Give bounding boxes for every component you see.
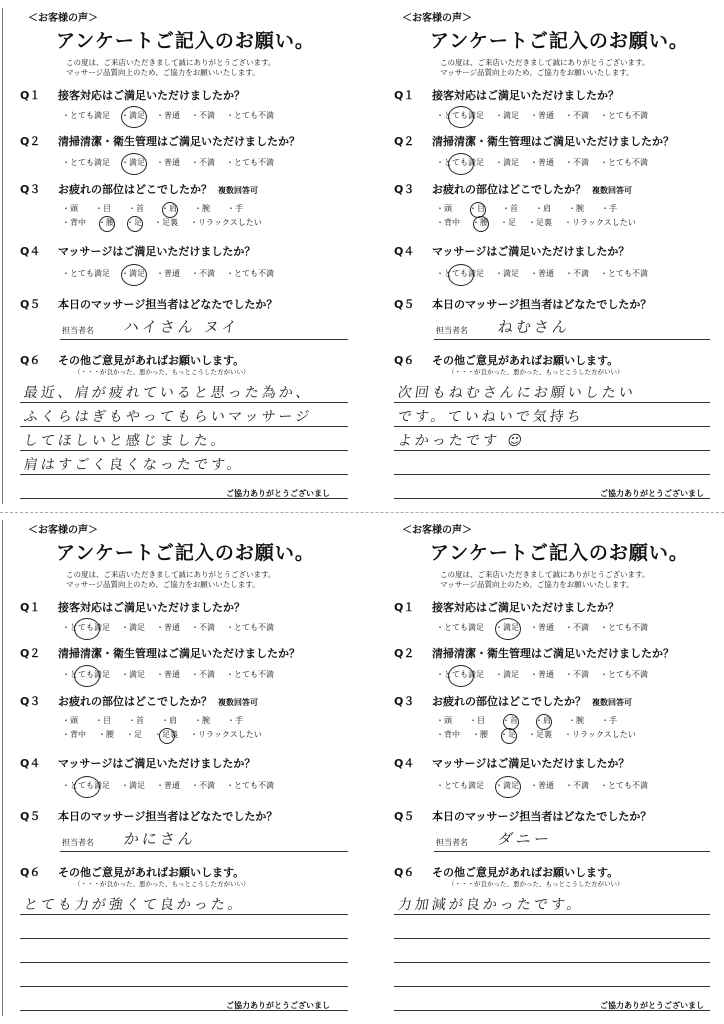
comment-handwritten[interactable]: 肩はすごく良くなったです。 [22,457,245,473]
option-q2-2[interactable]: ・普通 [530,670,554,679]
survey-sheet-3 [0,512,362,1024]
option-q4-0[interactable]: ・とても満足 [62,269,110,278]
q3-options-row1 [62,715,260,726]
option-q1-4[interactable]: ・とても不満 [600,111,648,120]
option-q4-2[interactable]: ・普通 [530,269,554,278]
comment-line [20,426,348,427]
q3-options-row1 [62,203,260,214]
staff-label: 担当者名 [436,838,468,847]
option-q4-4[interactable]: ・とても不満 [226,269,274,278]
option-q1-0[interactable]: ・とても満足 [62,111,110,120]
option-q2-2[interactable]: ・普通 [156,158,180,167]
staff-name-handwritten[interactable]: ねむさん [496,318,572,336]
question-q4: Q４ マッサージはご満足いただけましたか？ [20,757,256,770]
part-option-2[interactable]: ・首 [128,204,144,213]
survey-sheet-4 [362,512,724,1024]
question-q2: Q２ 清掃清潔・衛生管理はご満足いただけましたか？ [20,135,300,148]
q6-hint: （・・・が良かった、悪かった、もっとこうした方がいい） [448,368,624,376]
option-q2-0[interactable]: ・とても満足 [62,158,110,167]
question-q3: Q３ お疲れの部位はどこでしたか？ 複数回答可 [394,695,632,708]
option-q4-1[interactable]: ・満足 [495,780,519,791]
header-label: ＜お客様の声＞ [402,525,472,536]
part-option-8[interactable]: ・足 [500,729,516,740]
part-option-1[interactable]: ・目 [95,204,111,213]
intro-text: この度は、ご来店いただきまして誠にありがとうございます。 マッサージ品質向上のため、ご協力をお願いいたします。 [440,58,650,77]
q2-options [436,669,659,680]
question-q6: Q６ その他ご意見があればお願いします。 [394,354,619,367]
part-option-2[interactable]: ・首 [128,716,144,725]
part-option-2[interactable]: ・首 [502,204,518,213]
thanks-text: ご協力ありがとうございまし [600,1001,704,1010]
q1-options [62,622,285,633]
comment-line [394,914,710,915]
option-q4-3[interactable]: ・不満 [191,269,215,278]
option-q2-4[interactable]: ・とても不満 [226,670,274,679]
q1-options [62,110,285,121]
option-q1-1[interactable]: ・満足 [121,110,145,121]
comment-line [394,402,710,403]
thanks-text: ご協力ありがとうございまし [226,489,330,498]
staff-label: 担当者名 [436,326,468,335]
selected-circle [448,106,474,128]
option-q2-3[interactable]: ・不満 [191,158,215,167]
comment-line [394,938,710,939]
part-option-6[interactable]: ・背中 [62,218,86,227]
part-option-6[interactable]: ・背中 [436,730,460,739]
q3-options-row2 [436,729,648,740]
part-option-8[interactable]: ・足 [500,218,516,227]
option-q4-0[interactable]: ・とても満足 [436,268,484,279]
question-q6: Q６ その他ご意見があればお願いします。 [394,866,619,879]
part-option-5[interactable]: ・手 [601,204,617,213]
comment-handwritten[interactable]: 最近、肩が疲れていると思った為か、 [22,385,314,401]
comment-handwritten[interactable]: とても力が強くて良かった。 [22,897,246,913]
q3-options-row1 [436,203,634,214]
comment-line [394,450,710,451]
q1-options [436,110,659,121]
q4-options [436,268,659,279]
selected-circle [74,665,100,687]
part-option-4[interactable]: ・腕 [194,204,210,213]
option-q1-1[interactable]: ・満足 [121,623,145,632]
staff-name-handwritten[interactable]: かにさん [122,830,198,848]
thanks-text: ご協力ありがとうございまし [600,489,704,498]
option-q4-3[interactable]: ・不満 [565,781,589,790]
staff-line [434,851,710,852]
part-option-0[interactable]: ・頭 [436,204,452,213]
comment-line [20,938,348,939]
header-label: ＜お客様の声＞ [402,13,472,24]
selected-circle [74,618,100,640]
q2-options [62,669,285,680]
selected-circle [121,106,147,128]
part-option-7[interactable]: ・腰 [472,730,488,739]
q1-options [436,622,659,633]
comment-line [394,426,710,427]
option-q4-4[interactable]: ・とても不満 [600,269,648,278]
option-q1-4[interactable]: ・とても不満 [600,623,648,632]
question-q6: Q６ その他ご意見があればお願いします。 [20,354,245,367]
selected-circle [448,665,474,687]
comment-line [394,986,710,987]
q4-options [62,780,285,791]
survey-sheet-2 [362,0,724,512]
option-q4-1[interactable]: ・満足 [121,268,145,279]
part-option-1[interactable]: ・目 [95,716,111,725]
selected-circle [473,216,489,232]
staff-line [60,851,348,852]
survey-title: アンケートご記入のお願い。 [430,542,689,564]
thanks-text: ご協力ありがとうございまし [226,1001,330,1010]
question-q1: Q１ 接客対応はご満足いただけましたか？ [394,89,619,102]
selected-circle [536,714,552,730]
question-q5: Q５ 本日のマッサージ担当者はどなたでしたか？ [20,298,278,311]
part-option-4[interactable]: ・腕 [568,716,584,725]
header-label: ＜お客様の声＞ [28,13,98,24]
part-option-7[interactable]: ・腰 [98,217,114,228]
part-option-8[interactable]: ・足 [126,217,142,228]
option-q2-4[interactable]: ・とても不満 [226,158,274,167]
comment-handwritten[interactable]: 次回もねむさんにお願いしたい [396,385,637,401]
option-q2-2[interactable]: ・普通 [530,158,554,167]
option-q1-1[interactable]: ・満足 [495,622,519,633]
intro-text: この度は、ご来店いただきまして誠にありがとうございます。 マッサージ品質向上のため、ご協力をお願いいたします。 [66,58,276,77]
selected-circle [495,618,521,640]
option-q1-4[interactable]: ・とても不満 [226,623,274,632]
part-option-3[interactable]: ・肩 [161,203,177,214]
option-q2-1[interactable]: ・満足 [495,670,519,679]
survey-sheet-1 [0,0,362,512]
comment-line [20,962,348,963]
part-option-5[interactable]: ・手 [227,204,243,213]
part-option-8[interactable]: ・足 [126,730,142,739]
q6-hint: （・・・が良かった、悪かった、もっとこうした方がいい） [74,880,250,888]
header-label: ＜お客様の声＞ [28,525,98,536]
part-option-10[interactable]: ・リラックスしたい [190,218,262,227]
q3-options-row2 [62,217,274,228]
question-q1: Q１ 接客対応はご満足いただけましたか？ [20,89,245,102]
selected-circle [448,153,474,175]
part-option-10[interactable]: ・リラックスしたい [564,218,636,227]
survey-title: アンケートご記入のお願い。 [56,542,315,564]
option-q1-2[interactable]: ・普通 [156,111,180,120]
question-q3: Q３ お疲れの部位はどこでしたか？ 複数回答可 [20,183,258,196]
comment-line [20,474,348,475]
option-q4-1[interactable]: ・満足 [121,781,145,790]
q6-hint: （・・・が良かった、悪かった、もっとこうした方がいい） [448,880,624,888]
option-q4-2[interactable]: ・普通 [156,781,180,790]
option-q1-2[interactable]: ・普通 [530,111,554,120]
option-q1-4[interactable]: ・とても不満 [226,111,274,120]
part-option-1[interactable]: ・目 [469,716,485,725]
question-q2: Q２ 清掃清潔・衛生管理はご満足いただけましたか？ [394,647,674,660]
part-option-10[interactable]: ・リラックスしたい [190,730,262,739]
option-q1-0[interactable]: ・とても満足 [62,622,110,633]
page-edge [2,8,3,504]
option-q4-3[interactable]: ・不満 [565,269,589,278]
part-option-9[interactable]: ・足裏 [528,218,552,227]
question-q1: Q１ 接客対応はご満足いただけましたか？ [394,601,619,614]
comment-handwritten[interactable]: してほしいと感じました。 [22,433,229,449]
part-option-3[interactable]: ・肩 [535,715,551,726]
survey-title: アンケートご記入のお願い。 [56,30,315,52]
q2-options [436,157,659,168]
option-q2-0[interactable]: ・とても満足 [62,669,110,680]
part-option-0[interactable]: ・頭 [62,716,78,725]
part-option-5[interactable]: ・手 [227,716,243,725]
part-option-6[interactable]: ・背中 [62,730,86,739]
comment-line [20,986,348,987]
selected-circle [448,264,474,286]
part-option-7[interactable]: ・腰 [472,217,488,228]
option-q4-2[interactable]: ・普通 [156,269,180,278]
question-q2: Q２ 清掃清潔・衛生管理はご満足いただけましたか？ [394,135,674,148]
question-q3: Q３ お疲れの部位はどこでしたか？ 複数回答可 [20,695,258,708]
option-q4-3[interactable]: ・不満 [191,781,215,790]
question-q4: Q４ マッサージはご満足いただけましたか？ [394,245,630,258]
question-q4: Q４ マッサージはご満足いただけましたか？ [394,757,630,770]
option-q1-3[interactable]: ・不満 [565,111,589,120]
option-q4-4[interactable]: ・とても不満 [600,781,648,790]
staff-line [60,339,348,340]
question-q1: Q１ 接客対応はご満足いただけましたか？ [20,601,245,614]
option-q2-2[interactable]: ・普通 [156,670,180,679]
question-q5: Q５ 本日のマッサージ担当者はどなたでしたか？ [394,810,652,823]
selected-circle [127,216,143,232]
staff-name-handwritten[interactable]: ダニー [496,830,554,848]
comment-handwritten[interactable]: よかったです ☺ [396,433,527,449]
part-option-1[interactable]: ・目 [469,203,485,214]
comment-line [20,450,348,451]
option-q2-1[interactable]: ・満足 [495,158,519,167]
option-q2-4[interactable]: ・とても不満 [600,158,648,167]
part-option-3[interactable]: ・肩 [535,204,551,213]
selected-circle [495,776,521,798]
selected-circle [121,153,147,175]
option-q1-2[interactable]: ・普通 [156,623,180,632]
part-option-5[interactable]: ・手 [601,716,617,725]
option-q2-1[interactable]: ・満足 [121,157,145,168]
option-q4-4[interactable]: ・とても不満 [226,781,274,790]
option-q2-1[interactable]: ・満足 [121,670,145,679]
option-q4-0[interactable]: ・とても満足 [62,780,110,791]
question-q5: Q５ 本日のマッサージ担当者はどなたでしたか？ [394,298,652,311]
part-option-6[interactable]: ・背中 [436,218,460,227]
q2-options [62,157,285,168]
part-option-9[interactable]: ・足裏 [154,729,178,740]
staff-label: 担当者名 [62,326,94,335]
part-option-0[interactable]: ・頭 [436,716,452,725]
option-q2-0[interactable]: ・とても満足 [436,669,484,680]
option-q2-4[interactable]: ・とても不満 [600,670,648,679]
question-q2: Q２ 清掃清潔・衛生管理はご満足いただけましたか？ [20,647,300,660]
part-option-2[interactable]: ・首 [502,715,518,726]
comment-line [394,962,710,963]
option-q1-0[interactable]: ・とても満足 [436,623,484,632]
question-q6: Q６ その他ご意見があればお願いします。 [20,866,245,879]
selected-circle [74,776,100,798]
option-q4-2[interactable]: ・普通 [530,781,554,790]
q6-hint: （・・・が良かった、悪かった、もっとこうした方がいい） [74,368,250,376]
part-option-4[interactable]: ・腕 [568,204,584,213]
part-option-7[interactable]: ・腰 [98,730,114,739]
comment-line [20,402,348,403]
survey-title: アンケートご記入のお願い。 [430,30,689,52]
comment-line [394,474,710,475]
part-option-3[interactable]: ・肩 [161,716,177,725]
part-option-9[interactable]: ・足裏 [528,730,552,739]
comment-handwritten[interactable]: ふくらはぎもやってもらいマッサージ [22,409,314,425]
option-q2-0[interactable]: ・とても満足 [436,157,484,168]
q4-options [436,780,659,791]
option-q1-3[interactable]: ・不満 [565,623,589,632]
option-q2-3[interactable]: ・不満 [191,670,215,679]
comment-handwritten[interactable]: 力加減が良かったです。 [396,897,585,913]
q3-options-row2 [436,217,648,228]
option-q2-3[interactable]: ・不満 [565,670,589,679]
intro-text: この度は、ご来店いただきまして誠にありがとうございます。 マッサージ品質向上のため、ご協力をお願いいたします。 [440,570,650,589]
selected-circle [503,714,519,730]
part-option-10[interactable]: ・リラックスしたい [564,730,636,739]
question-q5: Q５ 本日のマッサージ担当者はどなたでしたか？ [20,810,278,823]
option-q1-0[interactable]: ・とても満足 [436,110,484,121]
option-q4-0[interactable]: ・とても満足 [436,781,484,790]
part-option-4[interactable]: ・腕 [194,716,210,725]
q4-options [62,268,285,279]
selected-circle [159,728,175,744]
option-q1-3[interactable]: ・不満 [191,623,215,632]
staff-line [434,339,710,340]
page-edge [2,520,3,1016]
staff-label: 担当者名 [62,838,94,847]
q3-options-row1 [436,715,634,726]
option-q2-3[interactable]: ・不満 [565,158,589,167]
part-option-0[interactable]: ・頭 [62,204,78,213]
option-q1-1[interactable]: ・満足 [495,111,519,120]
question-q3: Q３ お疲れの部位はどこでしたか？ 複数回答可 [394,183,632,196]
selected-circle [162,202,178,218]
part-option-9[interactable]: ・足裏 [154,218,178,227]
comment-handwritten[interactable]: です。ていねいで気持ち [396,409,585,425]
question-q4: Q４ マッサージはご満足いただけましたか？ [20,245,256,258]
option-q4-1[interactable]: ・満足 [495,269,519,278]
intro-text: この度は、ご来店いただきまして誠にありがとうございます。 マッサージ品質向上のため、ご協力をお願いいたします。 [66,570,276,589]
selected-circle [470,202,486,218]
option-q1-2[interactable]: ・普通 [530,623,554,632]
option-q1-3[interactable]: ・不満 [191,111,215,120]
selected-circle [99,216,115,232]
comment-line [20,914,348,915]
q3-options-row2 [62,729,274,740]
selected-circle [121,264,147,286]
staff-name-handwritten[interactable]: ハイさん ヌイ [122,318,241,336]
selected-circle [501,728,517,744]
